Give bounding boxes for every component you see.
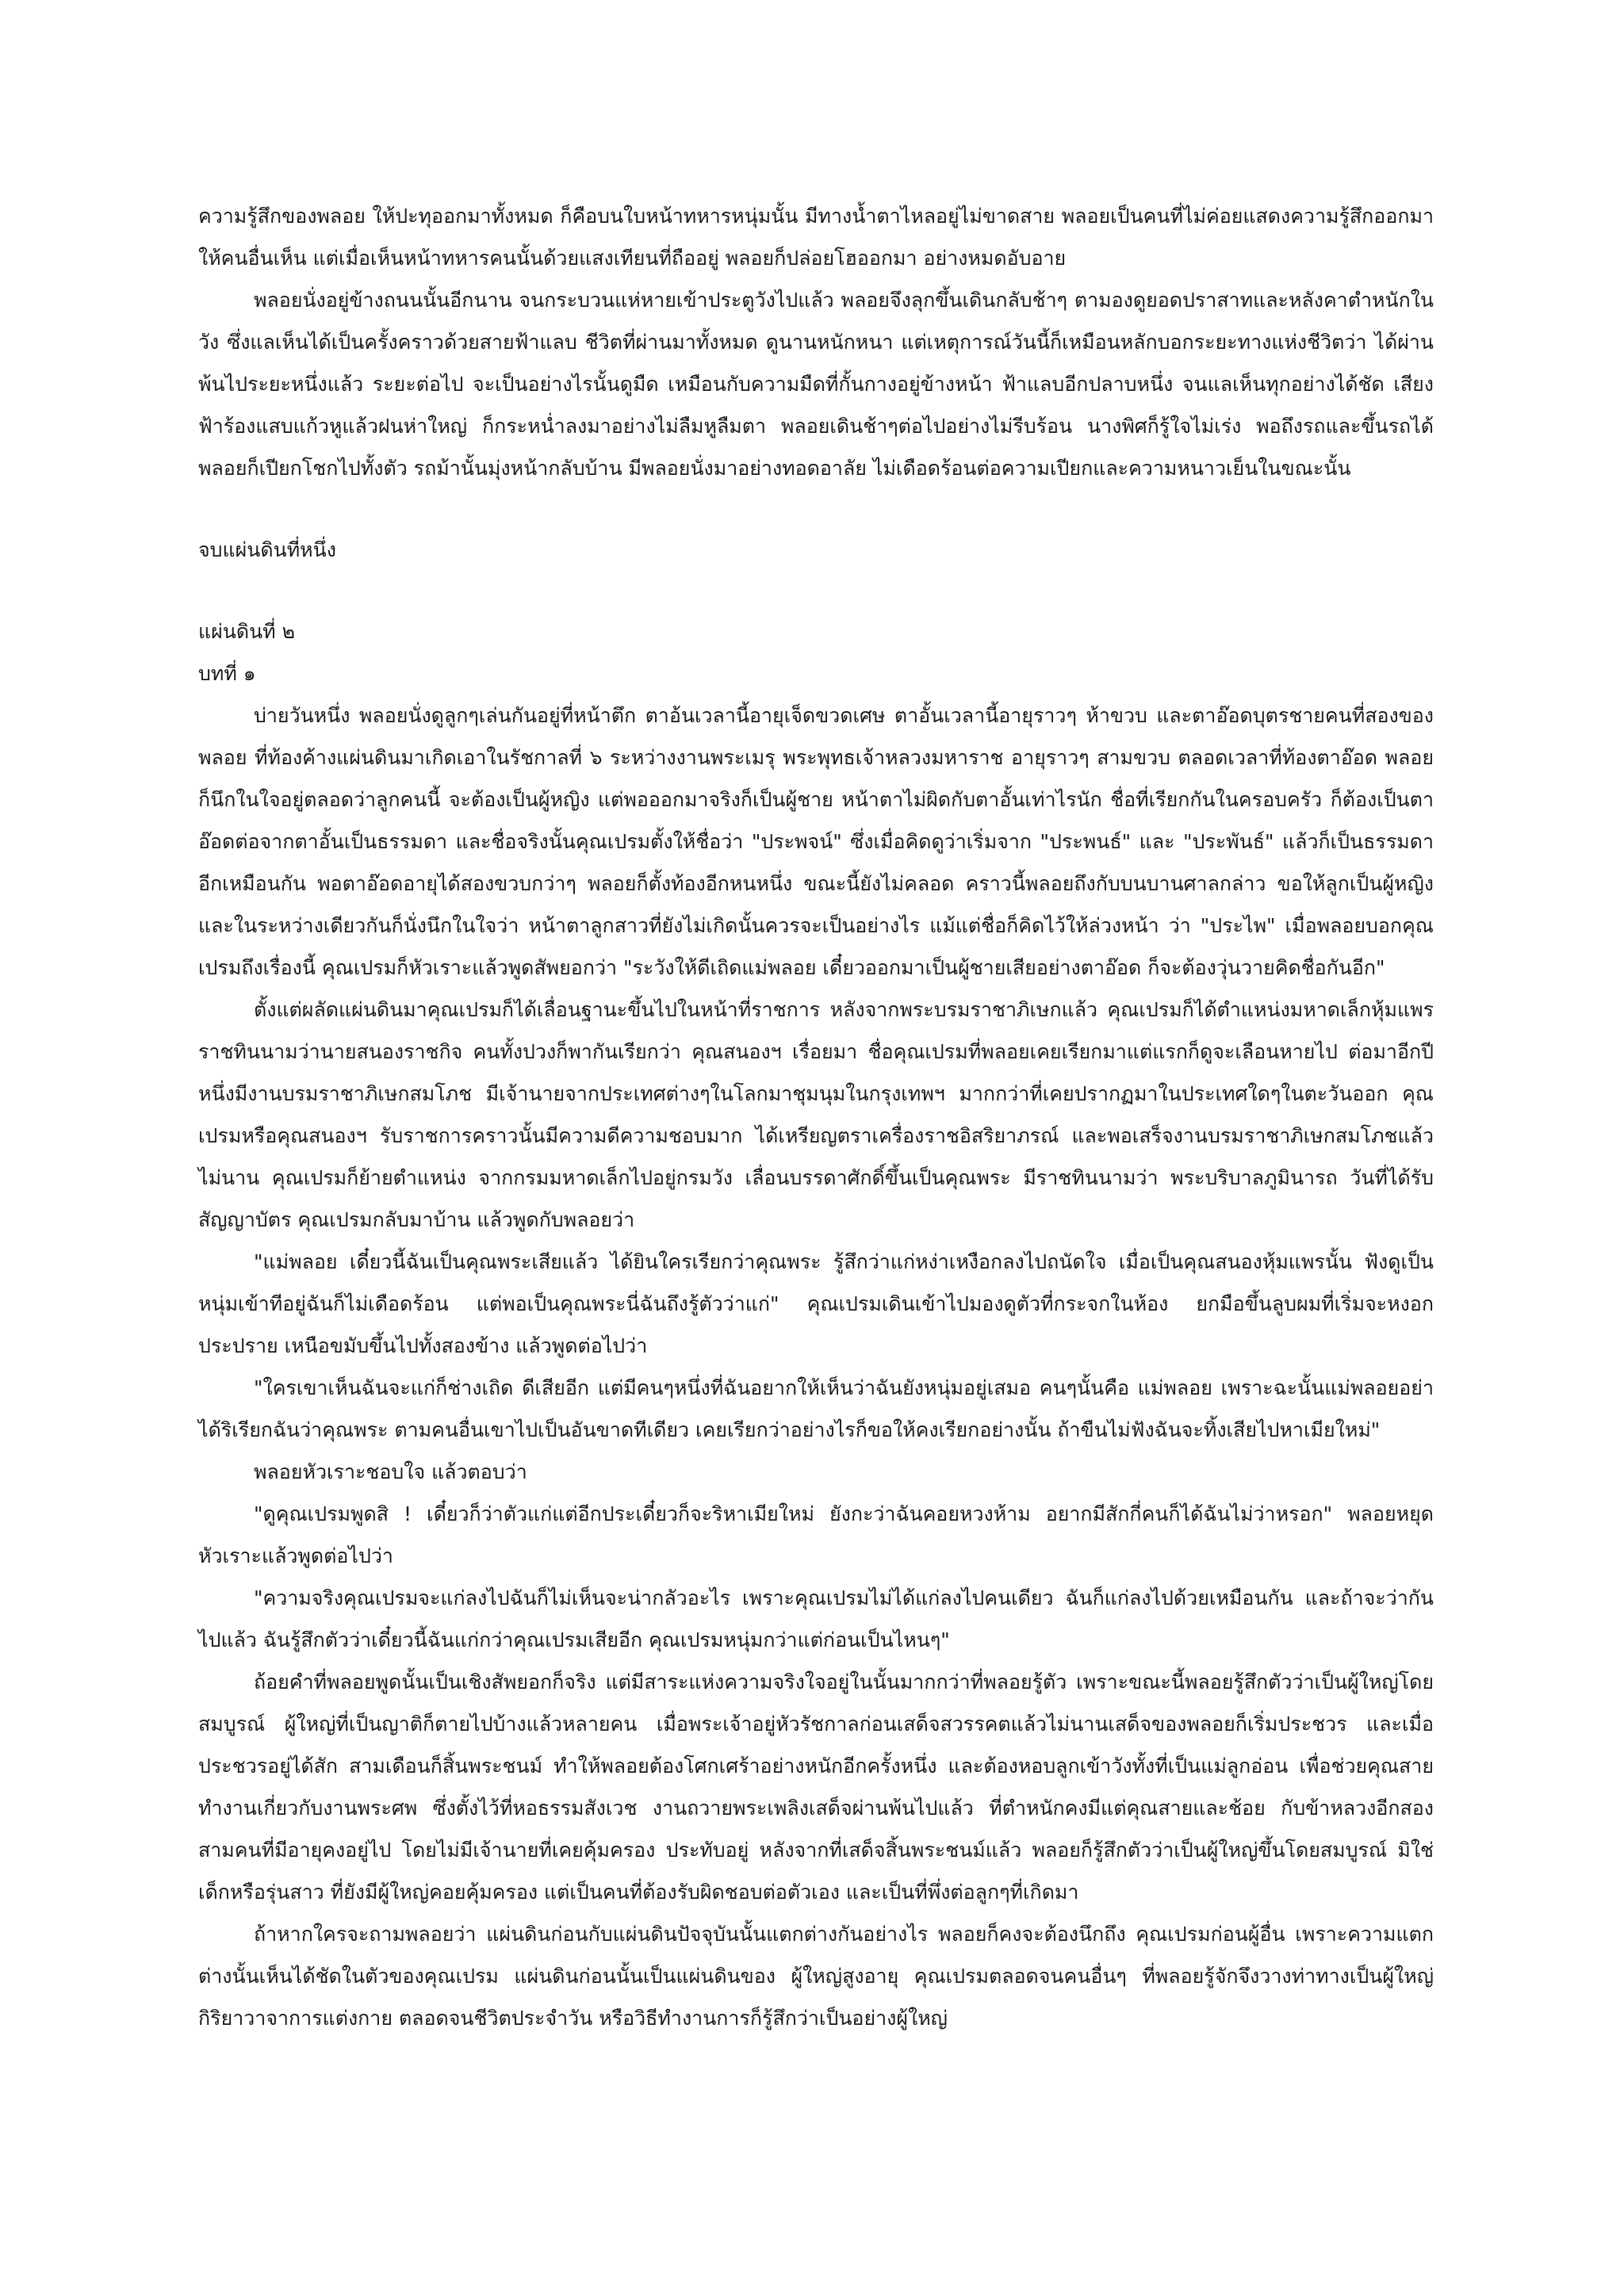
paragraph: ถ้าหากใครจะถามพลอยว่า แผ่นดินก่อนกับแผ่นดินปัจจุบันนั้นแตกต่างกันอย่างไร พลอยก็คงจะต้องนึกถึง คุณเปรมก่อนผู้อื่น เพราะความแตกต่างนั้นเห็นได้ชัดในตัวของคุณเปรม แผ่นดินก่อนนั้นเป็นแผ่นดินของ ผู้ใหญ่สูงอายุ คุณเปรมตลอดจนคนอื่นๆ ที่พลอยรู้จักจึงวางท่าทางเป็นผู้ใหญ่ กิริยาวาจาการแต่งกาย ตลอดจนชีวิตประจำวัน หรือวิธีทำงานการก็รู้สึกว่าเป็นอย่างผู้ใหญ่ [198,1923,1434,2030]
paragraph: "ดูคุณเปรมพูดสิ ! เดี๋ยวก็ว่าตัวแก่แต่อีกประเดี๋ยวก็จะริหาเมียใหม่ ยังกะว่าฉันคอยหวงห้าม อยากมีสักกี่คนก็ได้ฉันไม่ว่าหรอก" พลอยหยุดหัวเราะแล้วพูดต่อไปว่า [198,1502,1434,1567]
chapter-end-heading: จบแผ่นดินที่หนึ่ง [198,538,336,561]
chapter-heading: บทที่ ๑ [198,662,256,685]
paragraph: "ใครเขาเห็นฉันจะแก่ก็ช่างเถิด ดีเสียอีก แต่มีคนๆหนึ่งที่ฉันอยากให้เห็นว่าฉันยังหนุ่มอยู่เสมอ คนๆนั้นคือ แม่พลอย เพราะฉะนั้นแม่พลอยอย่าได้ริเรียกฉันว่าคุณพระ ตามคนอื่นเขาไปเป็นอันขาดทีเดียว เคยเรียกว่าอย่างไรก็ขอให้คงเรียกอย่างนั้น ถ้าขืนไม่ฟังฉันจะทิ้งเสียไปหาเมียใหม่" [198,1376,1434,1441]
paragraph: ถ้อยคำที่พลอยพูดนั้นเป็นเชิงสัพยอกก็จริง แต่มีสาระแห่งความจริงใจอยู่ในนั้นมากกว่าที่พลอยรู้ตัว เพราะขณะนี้พลอยรู้สึกตัวว่าเป็นผู้ใหญ่โดยสมบูรณ์ ผู้ใหญ่ที่เป็นญาติก็ตายไปบ้างแล้วหลายคน เมื่อพระเจ้าอยู่หัวรัชกาลก่อนเสด็จสวรรคตแล้วไม่นานเสด็จของพลอยก็เริ่มประชวร และเมื่อประชวรอยู่ได้สัก สามเดือนก็สิ้นพระชนม์ ทำให้พลอยต้องโศกเศร้าอย่างหนักอีกครั้งหนึ่ง และต้องหอบลูกเข้าวังทั้งที่เป็นแม่ลูกอ่อน เพื่อช่วยคุณสายทำงานเกี่ยวกับงานพระศพ ซึ่งตั้งไว้ที่หอธรรมสังเวช งานถวายพระเพลิงเสด็จผ่านพ้นไปแล้ว ที่ตำหนักคงมีแต่คุณสายและช้อย กับข้าหลวงอีกสองสามคนที่มีอายุคงอยู่ไป โดยไม่มีเจ้านายที่เคยคุ้มครอง ประทับอยู่ หลังจากที่เสด็จสิ้นพระชนม์แล้ว พลอยก็รู้สึกตัวว่าเป็นผู้ใหญ่ขึ้นโดยสมบูรณ์ มิใช่เด็กหรือรุ่นสาว ที่ยังมีผู้ใหญ่คอยคุ้มครอง แต่เป็นคนที่ต้องรับผิดชอบต่อตัวเอง และเป็นที่พึ่งต่อลูกๆที่เกิดมา [198,1670,1434,1904]
paragraph: บ่ายวันหนึ่ง พลอยนั่งดูลูกๆเล่นกันอยู่ที่หน้าตึก ตาอ้นเวลานี้อายุเจ็ดขวดเศษ ตาอั้นเวลานี้อายุราวๆ ห้าขวบ และตาอ๊อดบุตรชายคนที่สองของพลอย ที่ท้องค้างแผ่นดินมาเกิดเอาในรัชกาลที่ ๖ ระหว่างงานพระเมรุ พระพุทธเจ้าหลวงมหาราช อายุราวๆ สามขวบ ตลอดเวลาที่ท้องตาอ๊อด พลอยก็นึกในใจอยู่ตลอดว่าลูกคนนี้ จะต้องเป็นผู้หญิง แต่พอออกมาจริงก็เป็นผู้ชาย หน้าตาไม่ผิดกับตาอั้นเท่าไรนัก ชื่อที่เรียกกันในครอบครัว ก็ต้องเป็นตาอ๊อดต่อจากตาอั้นเป็นธรรมดา และชื่อจริงนั้นคุณเปรมตั้งให้ชื่อว่า "ประพจน์" ซึ่งเมื่อคิดดูว่าเริ่มจาก "ประพนธ์" และ "ประพันธ์" แล้วก็เป็นธรรมดาอีกเหมือนกัน พอตาอ๊อดอายุได้สองขวบกว่าๆ พลอยก็ตั้งท้องอีกหนหนึ่ง ขณะนี้ยังไม่คลอด คราวนี้พลอยถึงกับบนบานศาลกล่าว ขอให้ลูกเป็นผู้หญิง และในระหว่างเดียวกันก็นั่งนึกในใจว่า หน้าตาลูกสาวที่ยังไม่เกิดนั้นควรจะเป็นอย่างไร แม้แต่ชื่อก็คิดไว้ให้ล่วงหน้า ว่า "ประไพ" เมื่อพลอยบอกคุณเปรมถึงเรื่องนี้ คุณเปรมก็หัวเราะแล้วพูดสัพยอกว่า "ระวังให้ดีเถิดแม่พลอย เดี๋ยวออกมาเป็นผู้ชายเสียอย่างตาอ๊อด ก็จะต้องวุ่นวายคิดชื่อกันอีก" [198,704,1434,979]
document-page [198,195,1434,2039]
paragraph: "แม่พลอย เดี๋ยวนี้ฉันเป็นคุณพระเสียแล้ว ได้ยินใครเรียกว่าคุณพระ รู้สึกว่าแก่หง่าเหงือกลงไปถนัดใจ เมื่อเป็นคุณสนองหุ้มแพรนั้น ฟังดูเป็นหนุ่มเข้าทีอยู่ฉันก็ไม่เดือดร้อน แต่พอเป็นคุณพระนี่ฉันถึงรู้ตัวว่าแก่" คุณเปรมเดินเข้าไปมองดูตัวที่กระจกในห้อง ยกมือขึ้นลูบผมที่เริ่มจะหงอกประปราย เหนือขมับขึ้นไปทั้งสองข้าง แล้วพูดต่อไปว่า [198,1250,1434,1357]
paragraph: "ความจริงคุณเปรมจะแก่ลงไปฉันก็ไม่เห็นจะน่ากลัวอะไร เพราะคุณเปรมไม่ได้แก่ลงไปคนเดียว ฉันก็แก่ลงไปด้วยเหมือนกัน และถ้าจะว่ากันไปแล้ว ฉันรู้สึกตัวว่าเดี๋ยวนี้ฉันแก่กว่าคุณเปรมเสียอีก คุณเปรมหนุ่มกว่าแต่ก่อนเป็นไหนๆ" [198,1586,1434,1651]
paragraph-continuation: ความรู้สึกของพลอย ให้ปะทุออกมาทั้งหมด ก็คือบนใบหน้าทหารหนุ่มนั้น มีทางน้ำตาไหลอยู่ไม่ขาดสาย พลอยเป็นคนที่ไม่ค่อยแสดงความรู้สึกออกมาให้คนอื่นเห็น แต่เมื่อเห็นหน้าทหารคนนั้นด้วยแสงเทียนที่ถืออยู่ พลอยก็ปล่อยโฮออกมา อย่างหมดอับอาย [198,205,1434,270]
paragraph: ตั้งแต่ผลัดแผ่นดินมาคุณเปรมก็ได้เลื่อนฐานะขึ้นไปในหน้าที่ราชการ หลังจากพระบรมราชาภิเษกแล้ว คุณเปรมก็ได้ตำแหน่งมหาดเล็กหุ้มแพร ราชทินนามว่านายสนองราชกิจ คนทั้งปวงก็พากันเรียกว่า คุณสนองฯ เรื่อยมา ชื่อคุณเปรมที่พลอยเคยเรียกมาแต่แรกก็ดูจะเลือนหายไป ต่อมาอีกปีหนึ่งมีงานบรมราชาภิเษกสมโภช มีเจ้านายจากประเทศต่างๆในโลกมาชุมนุมในกรุงเทพฯ มากกว่าที่เคยปรากฏมาในประเทศใดๆในตะวันออก คุณเปรมหรือคุณสนองฯ รับราชการคราวนั้นมีความดีความชอบมาก ได้เหรียญตราเครื่องราชอิสริยาภรณ์ และพอเสร็จงานบรมราชาภิเษกสมโภชแล้วไม่นาน คุณเปรมก็ย้ายตำแหน่ง จากกรมมหาดเล็กไปอยู่กรมวัง เลื่อนบรรดาศักดิ์ขึ้นเป็นคุณพระ มีราชทินนามว่า พระบริบาลภูมินารถ วันที่ได้รับสัญญาบัตร คุณเปรมกลับมาบ้าน แล้วพูดกับพลอยว่า [198,998,1434,1231]
paragraph: พลอยหัวเราะชอบใจ แล้วตอบว่า [254,1460,527,1483]
reign-heading: แผ่นดินที่ ๒ [198,620,296,643]
paragraph: พลอยนั่งอยู่ข้างถนนนั้นอีกนาน จนกระบวนแห่หายเข้าประตูวังไปแล้ว พลอยจึงลุกขึ้นเดินกลับช้าๆ ตามองดูยอดปราสาทและหลังคาตำหนักในวัง ซึ่งแลเห็นได้เป็นครั้งคราวด้วยสายฟ้าแลบ ชีวิตที่ผ่านมาทั้งหมด ดูนานหนักหนา แต่เหตุการณ์วันนี้ก็เหมือนหลักบอกระยะทางแห่งชีวิตว่า ได้ผ่านพ้นไประยะหนึ่งแล้ว ระยะต่อไป จะเป็นอย่างไรนั้นดูมืด เหมือนกับความมืดที่กั้นกางอยู่ข้างหน้า ฟ้าแลบอีกปลาบหนึ่ง จนแลเห็นทุกอย่างได้ชัด เสียงฟ้าร้องแสบแก้วหูแล้วฝนห่าใหญ่ ก็กระหน่ำลงมาอย่างไม่ลืมหูลืมตา พลอยเดินช้าๆต่อไปอย่างไม่รีบร้อน นางพิศก็รู้ใจไม่เร่ง พอถึงรถและขึ้นรถได้ พลอยก็เปียกโชกไปทั้งตัว รถม้านั้นมุ่งหน้ากลับบ้าน มีพลอยนั่งมาอย่างทอดอาลัย ไม่เดือดร้อนต่อความเปียกและความหนาวเย็นในขณะนั้น [198,289,1434,480]
